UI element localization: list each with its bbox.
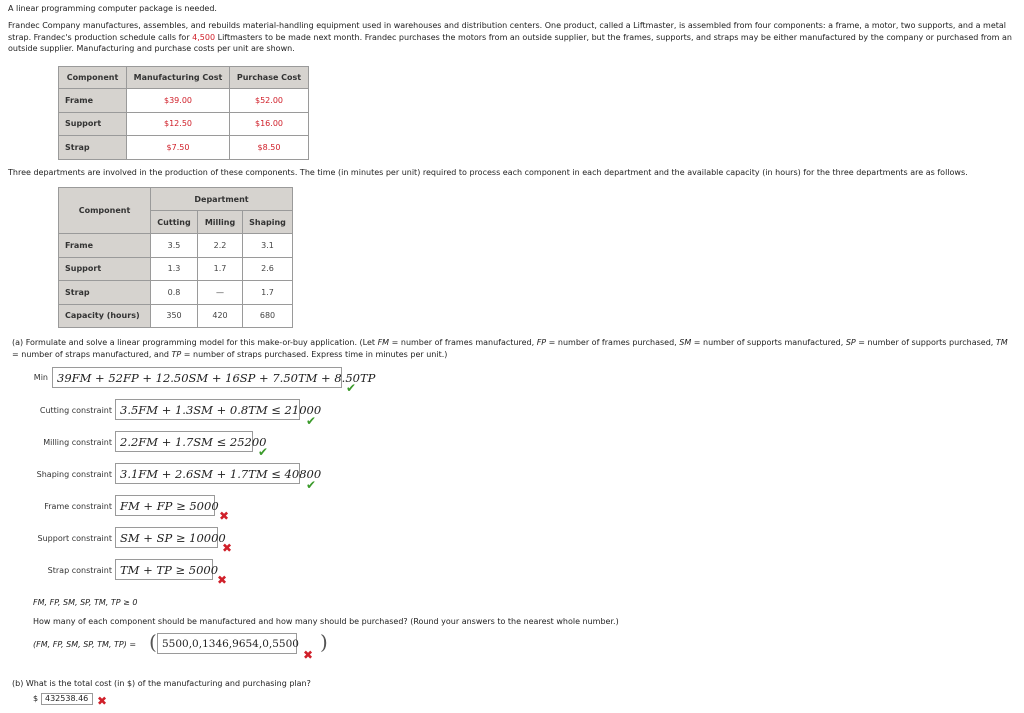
- department-table: [58, 187, 293, 328]
- cost-header-purchase: Purchase Cost: [230, 67, 309, 89]
- table-row: Support $12.50 $16.00: [59, 112, 309, 136]
- min-label: Min: [33, 373, 48, 382]
- frame-label: Frame constraint: [44, 502, 112, 511]
- table-row: Support 1.3 1.7 2.6: [59, 257, 293, 281]
- milling-constraint-input[interactable]: 2.2FM + 1.7SM ≤ 25200: [115, 431, 253, 452]
- support-constraint-input[interactable]: SM + SP ≥ 10000: [115, 527, 218, 548]
- nonnegativity-text: FM, FP, SM, SP, TM, TP ≥ 0: [33, 598, 138, 607]
- liftmaster-count: 4,500: [192, 32, 216, 42]
- cutting-constraint-input[interactable]: 3.5FM + 1.3SM + 0.8TM ≤ 21000: [115, 399, 300, 420]
- tuple-cross-icon: ✖: [303, 648, 314, 662]
- milling-label: Milling constraint: [43, 438, 112, 447]
- dept-header-cutting: Cutting: [151, 211, 198, 234]
- cutting-label: Cutting constraint: [39, 406, 112, 415]
- tuple-open-paren: (: [149, 630, 157, 654]
- table-row: Capacity (hours) 350 420 680: [59, 304, 293, 328]
- milling-check-icon: ✔: [258, 445, 269, 459]
- dept-header-milling: Milling: [198, 211, 243, 234]
- support-label: Support constraint: [37, 534, 112, 543]
- dept-header-department: Department: [151, 188, 293, 211]
- dept-header-shaping: Shaping: [243, 211, 293, 234]
- frame-cross-icon: ✖: [219, 509, 230, 523]
- table-row: Strap 0.8 — 1.7: [59, 281, 293, 305]
- shaping-check-icon: ✔: [306, 478, 317, 492]
- shaping-constraint-input[interactable]: 3.1FM + 2.6SM + 1.7TM ≤ 40800: [115, 463, 300, 484]
- objective-check-icon: ✔: [346, 381, 357, 395]
- tuple-answer-input[interactable]: 5500,0,1346,9654,0,5500: [157, 633, 297, 654]
- table-row: Strap $7.50 $8.50: [59, 136, 309, 160]
- strap-constraint-input[interactable]: TM + TP ≥ 5000: [115, 559, 213, 580]
- table-row: Frame $39.00 $52.00: [59, 89, 309, 113]
- shaping-label: Shaping constraint: [36, 470, 112, 479]
- part-b-prompt: (b) What is the total cost (in $) of the manufacturing and purchasing plan?: [12, 679, 311, 688]
- support-cross-icon: ✖: [222, 541, 233, 555]
- currency-symbol: $: [33, 694, 39, 703]
- cost-header-manufacturing: Manufacturing Cost: [127, 67, 230, 89]
- table-row: Frame 3.5 2.2 3.1: [59, 234, 293, 258]
- dept-header-component: Component: [59, 188, 151, 234]
- frame-constraint-input[interactable]: FM + FP ≥ 5000: [115, 495, 215, 516]
- strap-cross-icon: ✖: [217, 573, 228, 587]
- objective-input[interactable]: 39FM + 52FP + 12.50SM + 16SP + 7.50TM + 8.50TP: [52, 367, 342, 388]
- tuple-close-paren: ): [320, 630, 328, 654]
- cost-table: [58, 66, 309, 160]
- cutting-check-icon: ✔: [306, 414, 317, 428]
- intro-text: A linear programming computer package is needed.: [8, 4, 217, 13]
- strap-label: Strap constraint: [47, 566, 112, 575]
- total-cost-cross-icon: ✖: [97, 694, 108, 708]
- part-a-prompt: (a) Formulate and solve a linear programming model for this make-or-buy application. (Let FM = number of frames manufactured, FP = number of frames purchased, SM = number of supports manufactured, SP = number of supports purchased, TM = number of straps manufactured, and TP = number of straps purchased. Express time in minutes per unit.): [12, 338, 1008, 359]
- problem-paragraph: Frandec Company manufactures, assembles, and rebuilds material-handling equipment used in warehouses and distribution centers. One product, called a Liftmaster, is assembled from four components: a frame, a motor, two supports, and a metal strap. Frandec's production schedule calls for 4,500 Liftmasters to be made next month. Frandec purchases the motors from an outside supplier, but the frames, supports, and straps may be either manufactured by the company or purchased from an outside supplier. Manufacturing and purchase costs per unit are shown.: [8, 21, 1012, 53]
- cost-header-component: Component: [59, 67, 127, 89]
- tuple-label: (FM, FP, SM, SP, TM, TP) =: [33, 640, 137, 649]
- how-many-text: How many of each component should be manufactured and how many should be purchased? (Round your answers to the nearest whole number.): [33, 617, 619, 626]
- departments-text: Three departments are involved in the production of these components. The time (in minutes per unit) required to process each component in each department and the available capacity (in hours) for the three departments are as follows.: [8, 168, 968, 177]
- total-cost-input[interactable]: 432538.46: [41, 693, 93, 705]
